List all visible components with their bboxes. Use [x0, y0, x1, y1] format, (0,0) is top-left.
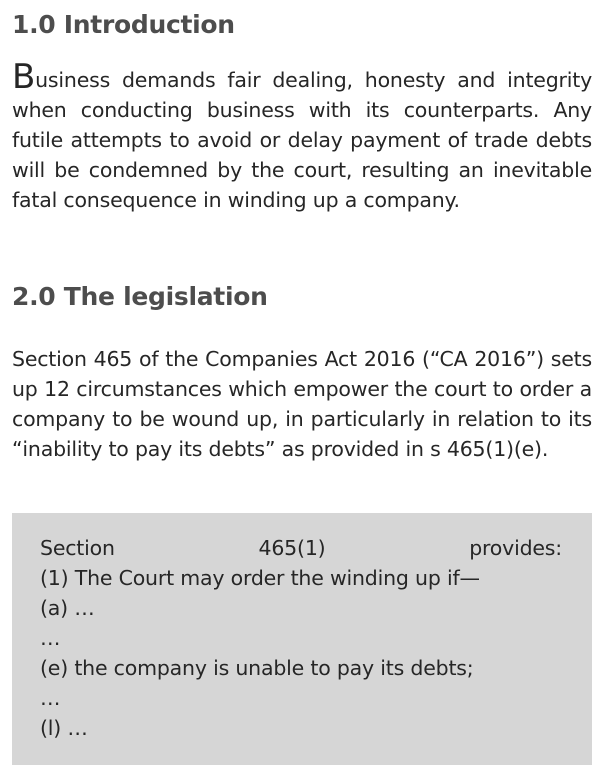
introduction-text: usiness demands fair dealing, honesty and integrity when conducting business with its counterparts. Any futile attempts to avoid or delay payment of trade debts will be condemned by the court, resulting an inevitable fatal consequence in winding up a company. — [12, 68, 592, 212]
quote-line-7: (l) … — [40, 716, 88, 740]
drop-cap: B — [12, 57, 36, 97]
quote-line-5: (e) the company is unable to pay its debts; — [40, 656, 474, 680]
introduction-heading: 1.0 Introduction — [12, 10, 235, 39]
legislation-heading: 2.0 The legislation — [12, 282, 268, 311]
quote-line-2: (1) The Court may order the winding up if— — [40, 566, 480, 590]
statute-quote-box — [12, 513, 592, 765]
quote-line-4: … — [40, 626, 61, 650]
quote-line-6: … — [40, 686, 61, 710]
quote-section-number: 465(1) — [258, 536, 326, 560]
introduction-paragraph — [12, 57, 592, 215]
legislation-paragraph: Section 465 of the Companies Act 2016 (“CA 2016”) sets up 12 circumstances which empower the court to order a company to be wound up, in particularly in relation to its “inability to pay its debts” as provided in s 465(1)(e). — [12, 347, 592, 461]
quote-section-word: Section — [40, 536, 115, 560]
quote-provides-word: provides: — [469, 536, 562, 560]
quote-line-3: (a) … — [40, 596, 95, 620]
quote-line-1 — [40, 533, 562, 563]
